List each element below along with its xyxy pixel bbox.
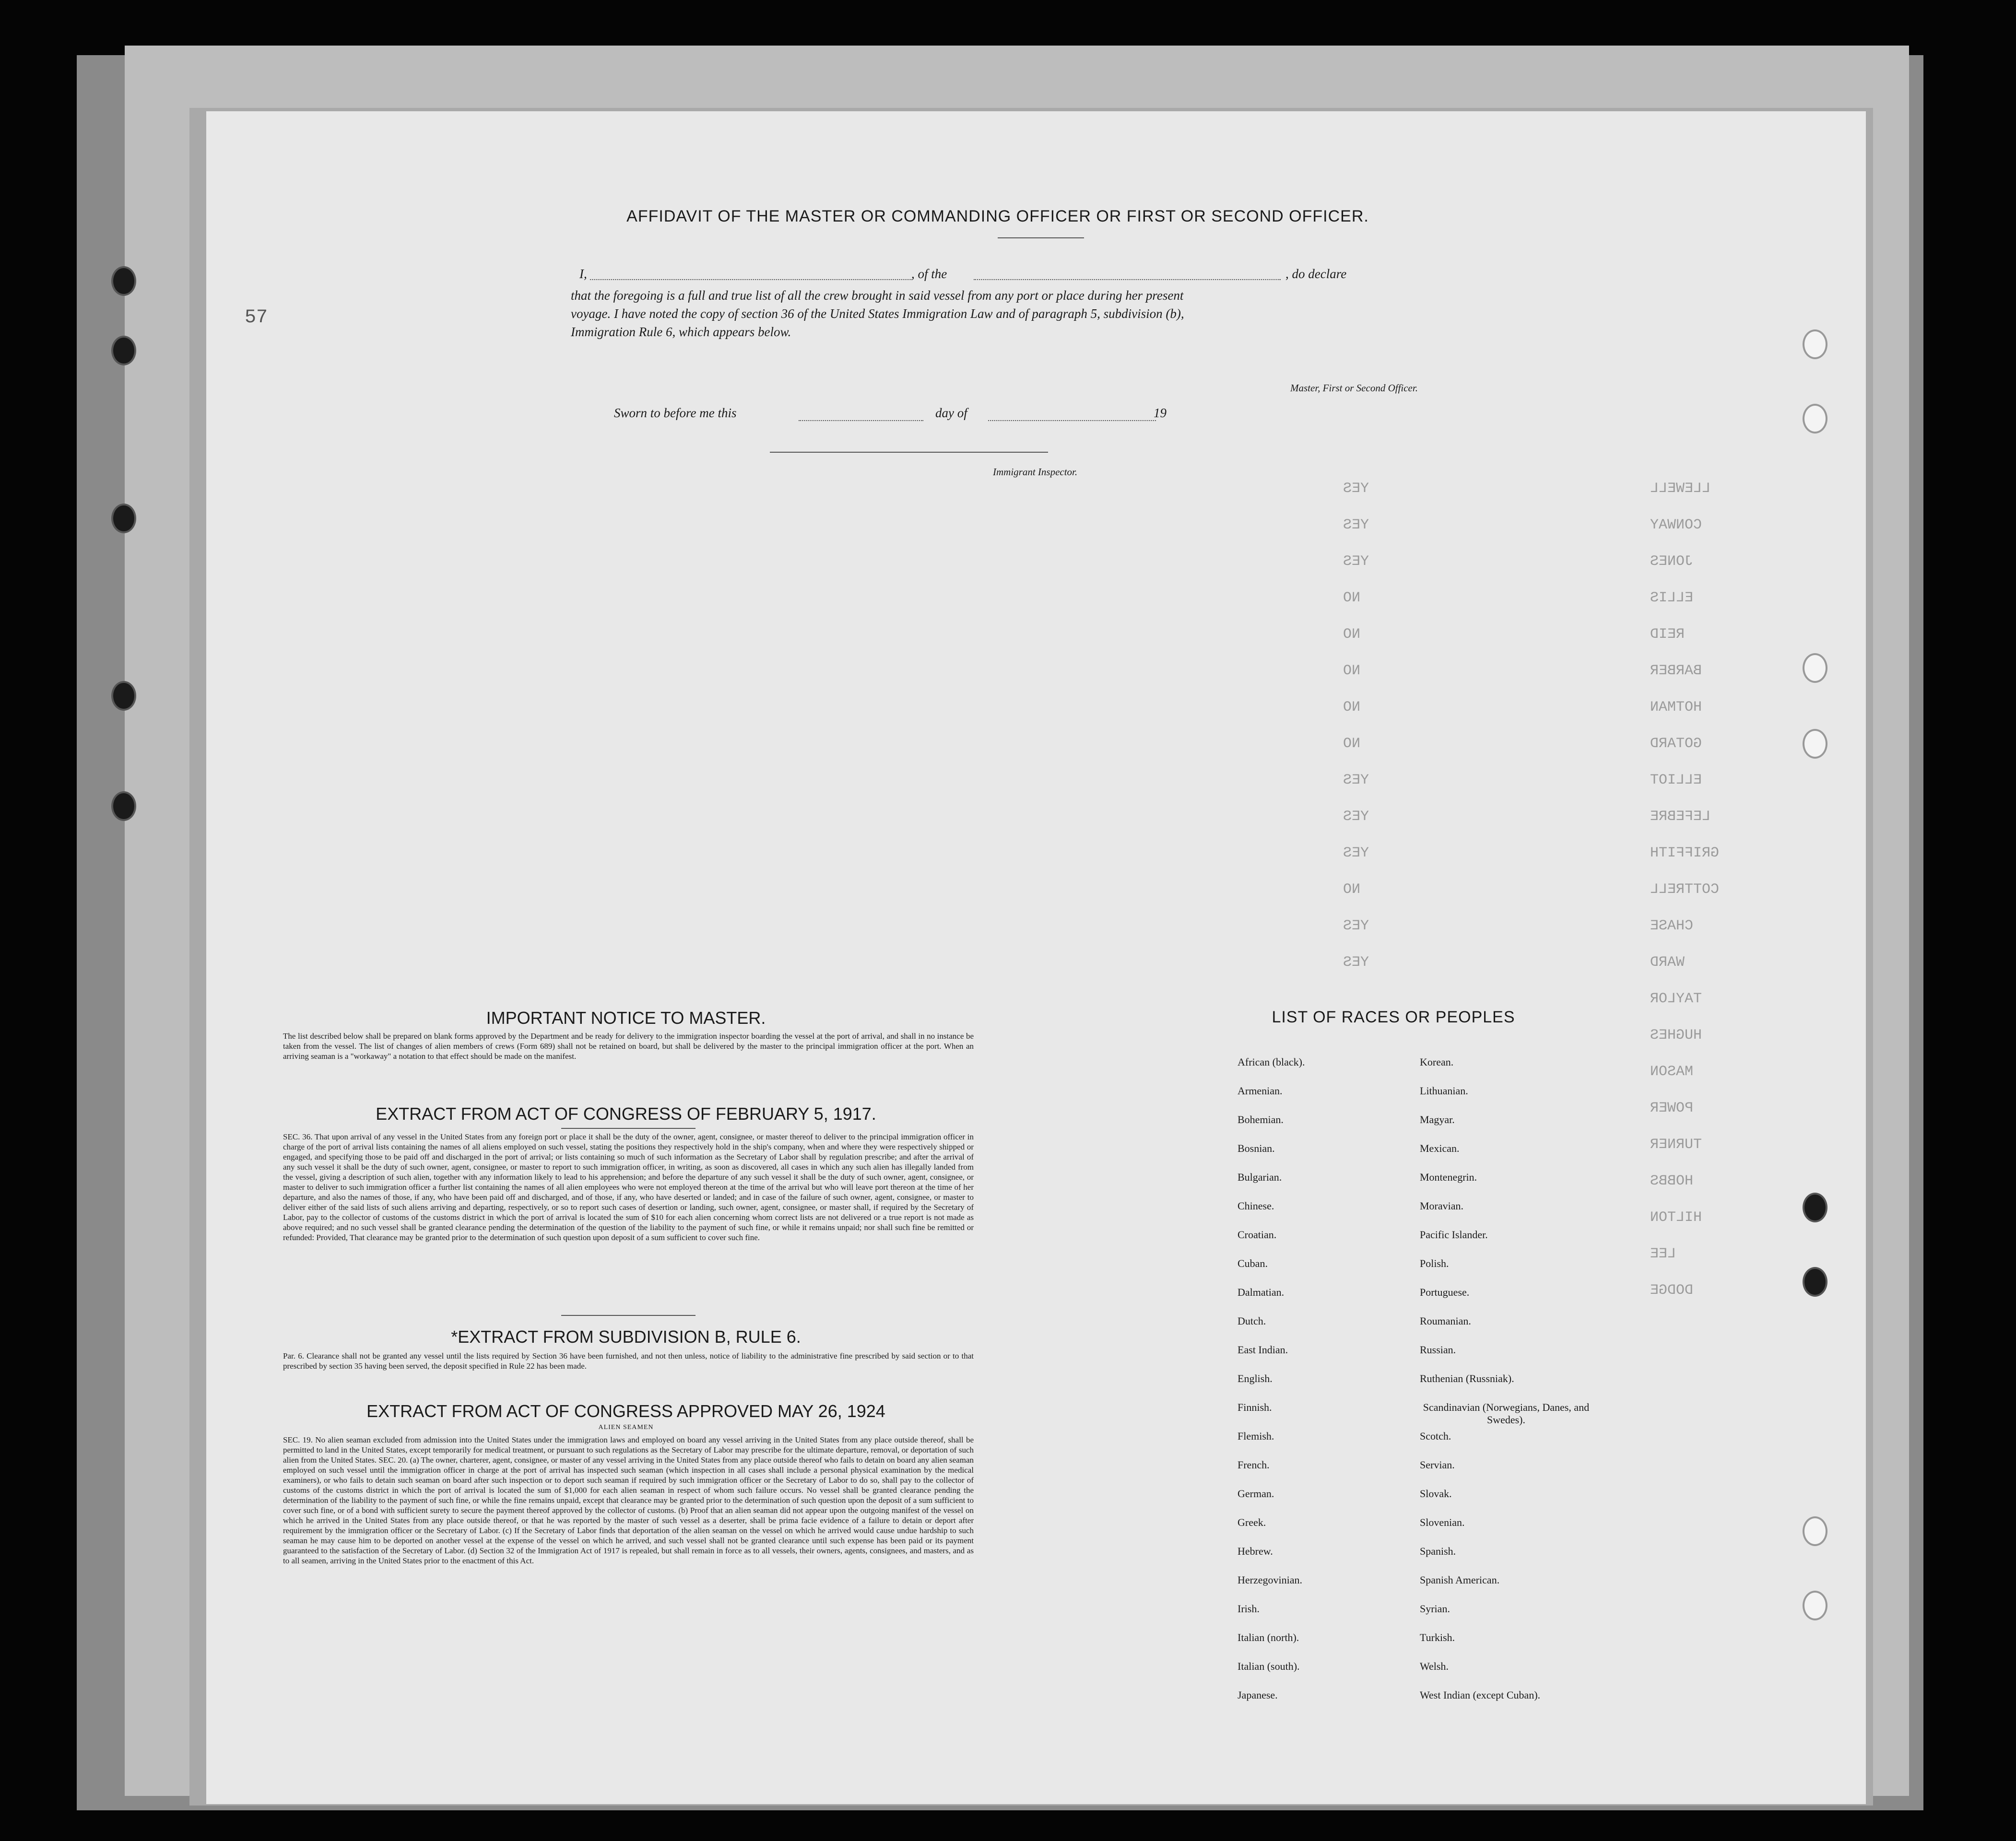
extract-1917-body: SEC. 36. That upon arrival of any vessel in the United States from any foreign port or place it shall be the duty of the owner, agent, consignee, or master thereof to deliver to the principal immigration officer in charge of the port of arrival lists containing the names of all aliens employed on such vessel, stating the positions they respectively hold in the ship's company, when and where they were respectively shipped or engaged, and specifying those to be paid off and discharged in the port of arrival; or lists containing so much of such information as the Secretary of Labor shall by regulation prescribe; and after the arrival of any such vessel it shall be the duty of such owner, agent, consignee, or master to report to such immigration officer, in writing, as soon as discovered, all cases in which any such alien has illegally landed from the vessel, giving a description of such alien, together with any information likely to lead to his apprehension; and before the departure of any such vessel it shall be the duty of such owner, agent, consignee, or master to deliver to such immigration officer a further list containing the names of all alien employees who were not employed thereon at the time of the arrival but who will leave port thereon at the time of her departure, and also the names of those, if any, who have been paid off and discharged, and of those, if any, who have deserted or landed; and in case of the failure of such owner, agent, consignee, or master to deliver either of the said lists of such aliens arriving and departing, respectively, or so to report such cases of desertion or landing, such owner, agent, consignee, or master shall, if required by the Secretary of Labor, pay to the collector of customs of the customs district in which the port of arrival is located the sum of $10 for each alien concerning whom correct lists are not delivered or a true report is not made as above required; and no such vessel shall be granted clearance pending the determination of the question of the liability to the payment of such fine, or while it remains unpaid; nor shall such fine be remitted or refunded: Provided, That clearance may be granted prior to the determination of such question upon deposit of a sum sufficient to cover such fine. <box>283 1132 974 1242</box>
ghost-name: HOTMAN <box>1650 699 1702 715</box>
race-item: Slovak. <box>1420 1488 1452 1500</box>
ghost-name: ELLIOT <box>1650 772 1702 788</box>
ghost-name: CHASE <box>1650 918 1694 934</box>
affidavit-line2: that the foregoing is a full and true list of all the crew brought in said vessel from any port or place during her present <box>571 288 1184 303</box>
month-blank <box>988 420 1156 421</box>
punch-hole <box>1803 729 1827 759</box>
ghost-name: WARD <box>1650 954 1685 971</box>
sworn-year: 19 <box>1154 406 1167 420</box>
race-item: German. <box>1238 1488 1274 1500</box>
ghost-answer: YES <box>1343 517 1369 533</box>
punch-hole <box>111 681 136 711</box>
race-item: Herzegovinian. <box>1238 1574 1302 1586</box>
punch-hole <box>111 336 136 365</box>
race-item: Ruthenian (Russniak). <box>1420 1372 1514 1384</box>
affidavit-of: , of the <box>911 267 947 281</box>
master-signature-label: Master, First or Second Officer. <box>1290 382 1418 394</box>
race-item: Armenian. <box>1238 1085 1283 1097</box>
race-item: Portuguese. <box>1420 1286 1470 1298</box>
manifest-page <box>206 111 1866 1804</box>
extract-1924-subtitle: ALIEN SEAMEN <box>598 1424 654 1431</box>
race-item: Pacific Islander. <box>1420 1229 1488 1241</box>
punch-hole <box>1803 329 1827 359</box>
notice-body: The list described below shall be prepared on blank forms approved by the Department and be ready for delivery to the immigration inspector boarding the vessel at the port of arrival, and shall in no instance be taken from the vessel. The list of changes of alien members of crews (Form 689) shall not be retained on board, but shall be delivered by the master to the principal immigration officer at the port. When an arriving seaman is a "workaway" a notation to that effect should be made on the manifest. <box>283 1032 974 1061</box>
ghost-answer: NO <box>1343 699 1361 715</box>
race-item: Syrian. <box>1420 1603 1450 1615</box>
races-title: LIST OF RACES OR PEOPLES <box>1272 1008 1515 1026</box>
race-item: Montenegrin. <box>1420 1171 1477 1183</box>
ghost-name: COTTRELL <box>1650 881 1720 898</box>
ghost-name: ELLIS <box>1650 590 1694 606</box>
affidavit-i: I, <box>579 267 587 281</box>
page-number: 57 <box>245 307 268 328</box>
race-item: Magyar. <box>1420 1114 1455 1126</box>
punch-hole <box>1803 404 1827 434</box>
race-item: Servian. <box>1420 1459 1455 1471</box>
race-item: Roumanian. <box>1420 1315 1471 1327</box>
race-item: Japanese. <box>1238 1689 1278 1701</box>
race-item: Chinese. <box>1238 1200 1274 1212</box>
extract-1924-body: SEC. 19. No alien seaman excluded from admission into the United States under the immigration laws and employed on board any vessel arriving in the United States from any place outside thereof, shall be permitted to land in the United States, except temporarily for medical treatment, or pursuant to such regulations as the Secretary of Labor may prescribe for the ultimate departure, removal, or deportation of such alien from the United States. SEC. 20. (a) The owner, charterer, agent, consignee, or master of any vessel arriving in the United States from any place outside thereof who fails to detain on board any alien seaman employed on such vessel until the immigration officer in charge at the port of arrival has inspected such seaman (which inspection in all cases shall include a personal physical examination by the medical examiners), or who fails to detain such seaman on board after such inspection or to deport such seaman if required by such immigration officer or the Secretary of Labor to do so, shall pay to the collector of customs of the customs district in which the port of arrival is located the sum of $1,000 for each alien seaman in respect of whom such failure occurs. No vessel shall be granted clearance pending the determination of the liability to the payment of such fine, or while the fine remains unpaid, except that clearance may be granted prior to the determination of such question upon the deposit of a sum sufficient to cover such fine, or of a bond with sufficient surety to secure the payment thereof approved by the collector of customs. (b) Proof that an alien seaman did not appear upon the outgoing manifest of the vessel on which he arrived in the United States from any place outside thereof, or that he was reported by the master of such vessel as a deserter, shall be prima facie evidence of a failure to detain or deport after requirement by the immigration officer or the Secretary of Labor. (c) If the Secretary of Labor finds that deportation of the alien seaman on the vessel on which he arrived would cause undue hardship to such seaman he may cause him to be deported on another vessel at the expense of the vessel on which he arrived, and such vessel shall not be granted clearance until such expense has been paid or its payment guaranteed to the satisfaction of the Secretary of Labor. (d) Section 32 of the Immigration Act of 1917 is repealed, but shall remain in force as to all vessels, their owners, agents, consignees, and masters, and as to all seamen, arriving in the United States prior to the enactment of this Act. <box>283 1435 974 1565</box>
punch-hole <box>1803 1516 1827 1546</box>
ghost-answer: YES <box>1343 954 1369 971</box>
extract-rule6-title: *EXTRACT FROM SUBDIVISION B, RULE 6. <box>451 1327 801 1347</box>
ghost-name: LEFEBRE <box>1650 809 1711 825</box>
ghost-name: TURNER <box>1650 1137 1702 1153</box>
race-item: Moravian. <box>1420 1200 1464 1212</box>
race-item: Bulgarian. <box>1238 1171 1282 1183</box>
name-blank <box>590 279 911 280</box>
ghost-answer: YES <box>1343 553 1369 570</box>
race-item: Italian (north). <box>1238 1631 1299 1643</box>
race-item: Spanish. <box>1420 1545 1456 1557</box>
notice-title: IMPORTANT NOTICE TO MASTER. <box>486 1008 766 1028</box>
race-item: Croatian. <box>1238 1229 1277 1241</box>
ghost-name: DODGE <box>1650 1282 1694 1299</box>
punch-hole <box>111 504 136 533</box>
ghost-name: MASON <box>1650 1064 1694 1080</box>
race-item: East Indian. <box>1238 1344 1288 1356</box>
ghost-name: CONWAY <box>1650 517 1702 533</box>
affidavit-title: AFFIDAVIT OF THE MASTER OR COMMANDING OFFICER OR FIRST OR SECOND OFFICER. <box>626 207 1369 225</box>
ghost-answer: YES <box>1343 845 1369 861</box>
race-item: Bohemian. <box>1238 1114 1284 1126</box>
ghost-answer: NO <box>1343 881 1361 898</box>
race-item: Dalmatian. <box>1238 1286 1285 1298</box>
race-item: Cuban. <box>1238 1257 1268 1269</box>
race-item: English. <box>1238 1372 1273 1384</box>
sworn-text: Sworn to before me this <box>614 406 737 420</box>
race-item: Russian. <box>1420 1344 1456 1356</box>
ghost-name: LEE <box>1650 1246 1676 1262</box>
affidavit-line4: Immigration Rule 6, which appears below. <box>571 325 791 339</box>
ghost-name: HOBBS <box>1650 1173 1694 1189</box>
ghost-name: GOTARD <box>1650 736 1702 752</box>
race-item: Welsh. <box>1420 1660 1449 1672</box>
ghost-name: LLEWELL <box>1650 481 1711 497</box>
extract-rule6-body: Par. 6. Clearance shall not be granted any vessel until the lists required by Section 36 have been furnished, and not then unless, notice of liability to the administrative fine prescribed by said section or to that prescribed by section 35 having been served, the deposit specified in Rule 22 has been made. <box>283 1351 974 1371</box>
ghost-answer: YES <box>1343 918 1369 934</box>
ghost-answer: YES <box>1343 772 1369 788</box>
ghost-name: REID <box>1650 626 1685 643</box>
ghost-name: TAYLOR <box>1650 991 1702 1007</box>
ghost-name: HILTON <box>1650 1209 1702 1226</box>
race-item: Scotch. <box>1420 1430 1451 1442</box>
race-item: Korean. <box>1420 1056 1454 1068</box>
ghost-name: JONES <box>1650 553 1694 570</box>
race-item: Greek. <box>1238 1516 1266 1528</box>
punch-hole <box>1803 653 1827 683</box>
divider <box>561 1128 696 1129</box>
race-item: Bosnian. <box>1238 1142 1275 1154</box>
ghost-answer: NO <box>1343 663 1361 679</box>
race-item: Mexican. <box>1420 1142 1460 1154</box>
divider <box>998 237 1084 238</box>
ghost-answer: YES <box>1343 809 1369 825</box>
sworn-day-of: day of <box>935 406 967 420</box>
race-item: Finnish. <box>1238 1401 1272 1413</box>
race-item: West Indian (except Cuban). <box>1420 1689 1541 1701</box>
ghost-answer: NO <box>1343 590 1361 606</box>
race-item: Hebrew. <box>1238 1545 1273 1557</box>
inspector-signature-line <box>770 452 1048 453</box>
ghost-answer: NO <box>1343 626 1361 643</box>
vessel-blank <box>974 279 1281 280</box>
race-item: Lithuanian. <box>1420 1085 1468 1097</box>
affidavit-declare: , do declare <box>1285 267 1347 281</box>
race-item: Scandinavian (Norwegians, Danes, and Swedes). <box>1423 1401 1590 1426</box>
divider <box>561 1315 696 1316</box>
ghost-answer: NO <box>1343 736 1361 752</box>
ghost-name: BARBER <box>1650 663 1702 679</box>
race-item: Irish. <box>1238 1603 1260 1615</box>
punch-hole <box>1803 1591 1827 1620</box>
race-item: Polish. <box>1420 1257 1449 1269</box>
inspector-label: Immigrant Inspector. <box>993 466 1078 478</box>
affidavit-line3: voyage. I have noted the copy of section 36 of the United States Immigration Law and of paragraph 5, subdivision (b), <box>571 306 1184 321</box>
ghost-name: HUGHES <box>1650 1027 1702 1044</box>
race-item: Dutch. <box>1238 1315 1266 1327</box>
race-item: Italian (south). <box>1238 1660 1300 1672</box>
race-item: Flemish. <box>1238 1430 1274 1442</box>
day-blank <box>799 420 923 421</box>
race-item: Turkish. <box>1420 1631 1455 1643</box>
punch-hole <box>111 266 136 296</box>
punch-hole <box>1803 1193 1827 1222</box>
extract-1924-title: EXTRACT FROM ACT OF CONGRESS APPROVED MAY 26, 1924 <box>366 1401 885 1421</box>
punch-hole <box>1803 1267 1827 1297</box>
ghost-name: POWER <box>1650 1100 1694 1116</box>
ghost-answer: YES <box>1343 481 1369 497</box>
extract-1917-title: EXTRACT FROM ACT OF CONGRESS OF FEBRUARY 5, 1917. <box>376 1104 876 1124</box>
race-item: Slovenian. <box>1420 1516 1465 1528</box>
race-item: African (black). <box>1238 1056 1305 1068</box>
ghost-name: GRIFFITH <box>1650 845 1720 861</box>
race-item: Spanish American. <box>1420 1574 1500 1586</box>
race-item: French. <box>1238 1459 1270 1471</box>
punch-hole <box>111 791 136 821</box>
